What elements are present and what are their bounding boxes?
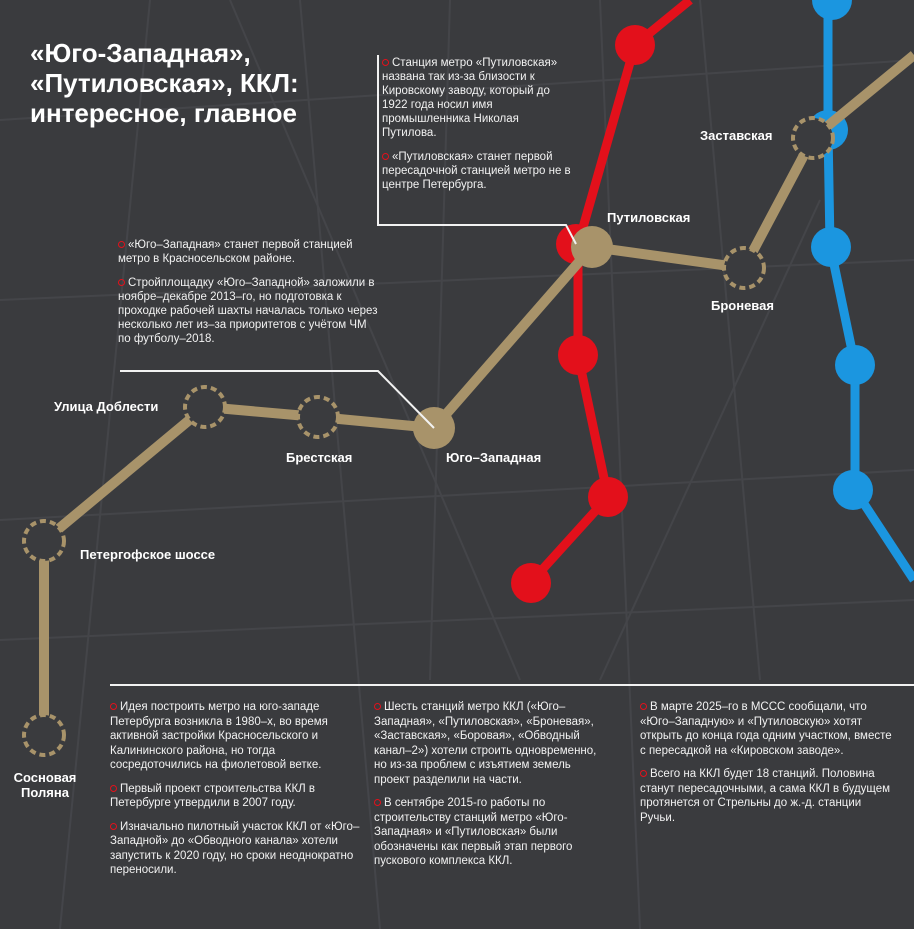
- station-sosnovaya-marker: [24, 715, 64, 755]
- divider: [110, 684, 914, 686]
- station-label-putilovskaya: Путиловская: [607, 210, 691, 225]
- info-text: Шесть станций метро ККЛ («Юго–Западная», «Путиловская», «Броневая», «Заставская», «Боровая», «Обводный канал–2») хотели строить одновременно, но из-за проблем с изъятием земель проект разделили на части.: [374, 701, 597, 786]
- station-label-yugo-zapadnaya: Юго–Западная: [446, 450, 542, 465]
- info-paragraph: [640, 700, 896, 758]
- red-station: [558, 335, 598, 375]
- bullet-icon: [382, 153, 389, 160]
- station-label-zastavskaya: Заставская: [700, 128, 773, 143]
- title-line: «Путиловская», ККЛ:: [30, 68, 299, 98]
- bullet-icon: [640, 703, 647, 710]
- info-column-1: [110, 700, 366, 887]
- info-paragraph: [110, 782, 366, 811]
- note-text: Станция метро «Путиловская» названа так из-за близости к Кировскому заводу, который до 1922 года носил имя промышленника Николая Путилова.: [382, 57, 558, 139]
- note-text: Стройплощадку «Юго–Западной» заложили в ноябре–декабре 2013–го, но подготовка к проходке рабочей шахты началась только через несколько лет из–за приоритетов с учётом ЧМ по футболу–2018.: [118, 277, 378, 345]
- station-zastavskaya-marker: [793, 118, 833, 158]
- info-text: В марте 2025–го в МССС сообщали, что «Юго–Западную» и «Путиловскую» хотят открыть до конца года одним участком, вместе с пересадкой на «Кировском заводе».: [640, 701, 892, 757]
- bullet-icon: [118, 241, 125, 248]
- station-label-line: Сосновая: [13, 770, 77, 785]
- blue-station: [833, 470, 873, 510]
- info-column-2: [374, 700, 606, 878]
- title-line: интересное, главное: [30, 98, 298, 128]
- bullet-icon: [110, 823, 117, 830]
- bullet-icon: [374, 799, 381, 806]
- info-paragraph: [640, 767, 896, 825]
- info-paragraph: [110, 700, 366, 773]
- station-label-bronevaya: Броневая: [711, 298, 774, 313]
- station-ulitsa-doblesti-marker: [185, 387, 225, 427]
- info-text: Изначально пилотный участок ККЛ от «Юго–Западной» до «Обводного канала» хотели запустить к 2020 году, но сроки неоднократно переносили.: [110, 820, 360, 876]
- note-paragraph: [382, 56, 572, 140]
- red-station: [588, 477, 628, 517]
- page-title: [30, 38, 360, 128]
- note-paragraph: [118, 238, 380, 266]
- station-label-sosnovaya: [10, 770, 80, 800]
- station-petergofskoe-marker: [24, 521, 64, 561]
- blue-line-stations: [808, 0, 875, 510]
- info-column-3: [640, 700, 896, 834]
- red-station: [615, 25, 655, 65]
- bullet-icon: [110, 785, 117, 792]
- info-paragraph: [110, 820, 366, 878]
- blue-station: [835, 345, 875, 385]
- blue-station: [811, 227, 851, 267]
- putilovskaya-note: [382, 56, 572, 202]
- bullet-icon: [374, 703, 381, 710]
- title-line: «Юго-Западная»,: [30, 38, 251, 68]
- station-label-ulitsa-doblesti: Улица Доблести: [54, 399, 159, 414]
- info-text: Первый проект строительства ККЛ в Петербурге утвердили в 2007 году.: [110, 782, 316, 809]
- bullet-icon: [118, 279, 125, 286]
- station-label-brestskaya: Брестская: [286, 450, 353, 465]
- bullet-icon: [640, 770, 647, 777]
- note-paragraph: [382, 150, 572, 192]
- bullet-icon: [110, 703, 117, 710]
- bullet-icon: [382, 59, 389, 66]
- note-text: «Путиловская» станет первой пересадочной станцией метро не в центре Петербурга.: [382, 151, 571, 191]
- note-text: «Юго–Западная» станет первой станцией метро в Красносельском районе.: [118, 239, 353, 265]
- yugo-zapadnaya-note: [118, 238, 380, 356]
- info-text: В сентябре 2015-го работы по строительству станций метро «Юго-Западная» и «Путиловская» были обозначены как первый этап первого пускового комплекса ККЛ.: [374, 797, 573, 867]
- red-station: [511, 563, 551, 603]
- info-text: Идея построить метро на юго-западе Петербурга возникла в 1980–х, во время активной застройки Красносельского и Калининского района, но тогда сосредоточились на фиолетовой ветке.: [110, 701, 328, 771]
- info-text: Всего на ККЛ будет 18 станций. Половина станут пересадочными, а сама ККЛ в будущем протянется от Стрельны до ж.-д. станции Ручьи.: [640, 768, 891, 824]
- station-bronevaya-marker: [724, 248, 764, 288]
- station-label-line: Поляна: [21, 785, 69, 800]
- station-label-petergofskoe: Петергофское шоссе: [80, 547, 216, 562]
- info-paragraph: [374, 700, 606, 787]
- info-paragraph: [374, 796, 606, 869]
- station-brestskaya-marker: [298, 397, 338, 437]
- blue-station: [812, 0, 852, 20]
- note-paragraph: [118, 276, 380, 346]
- station-putilovskaya-marker: [571, 226, 613, 268]
